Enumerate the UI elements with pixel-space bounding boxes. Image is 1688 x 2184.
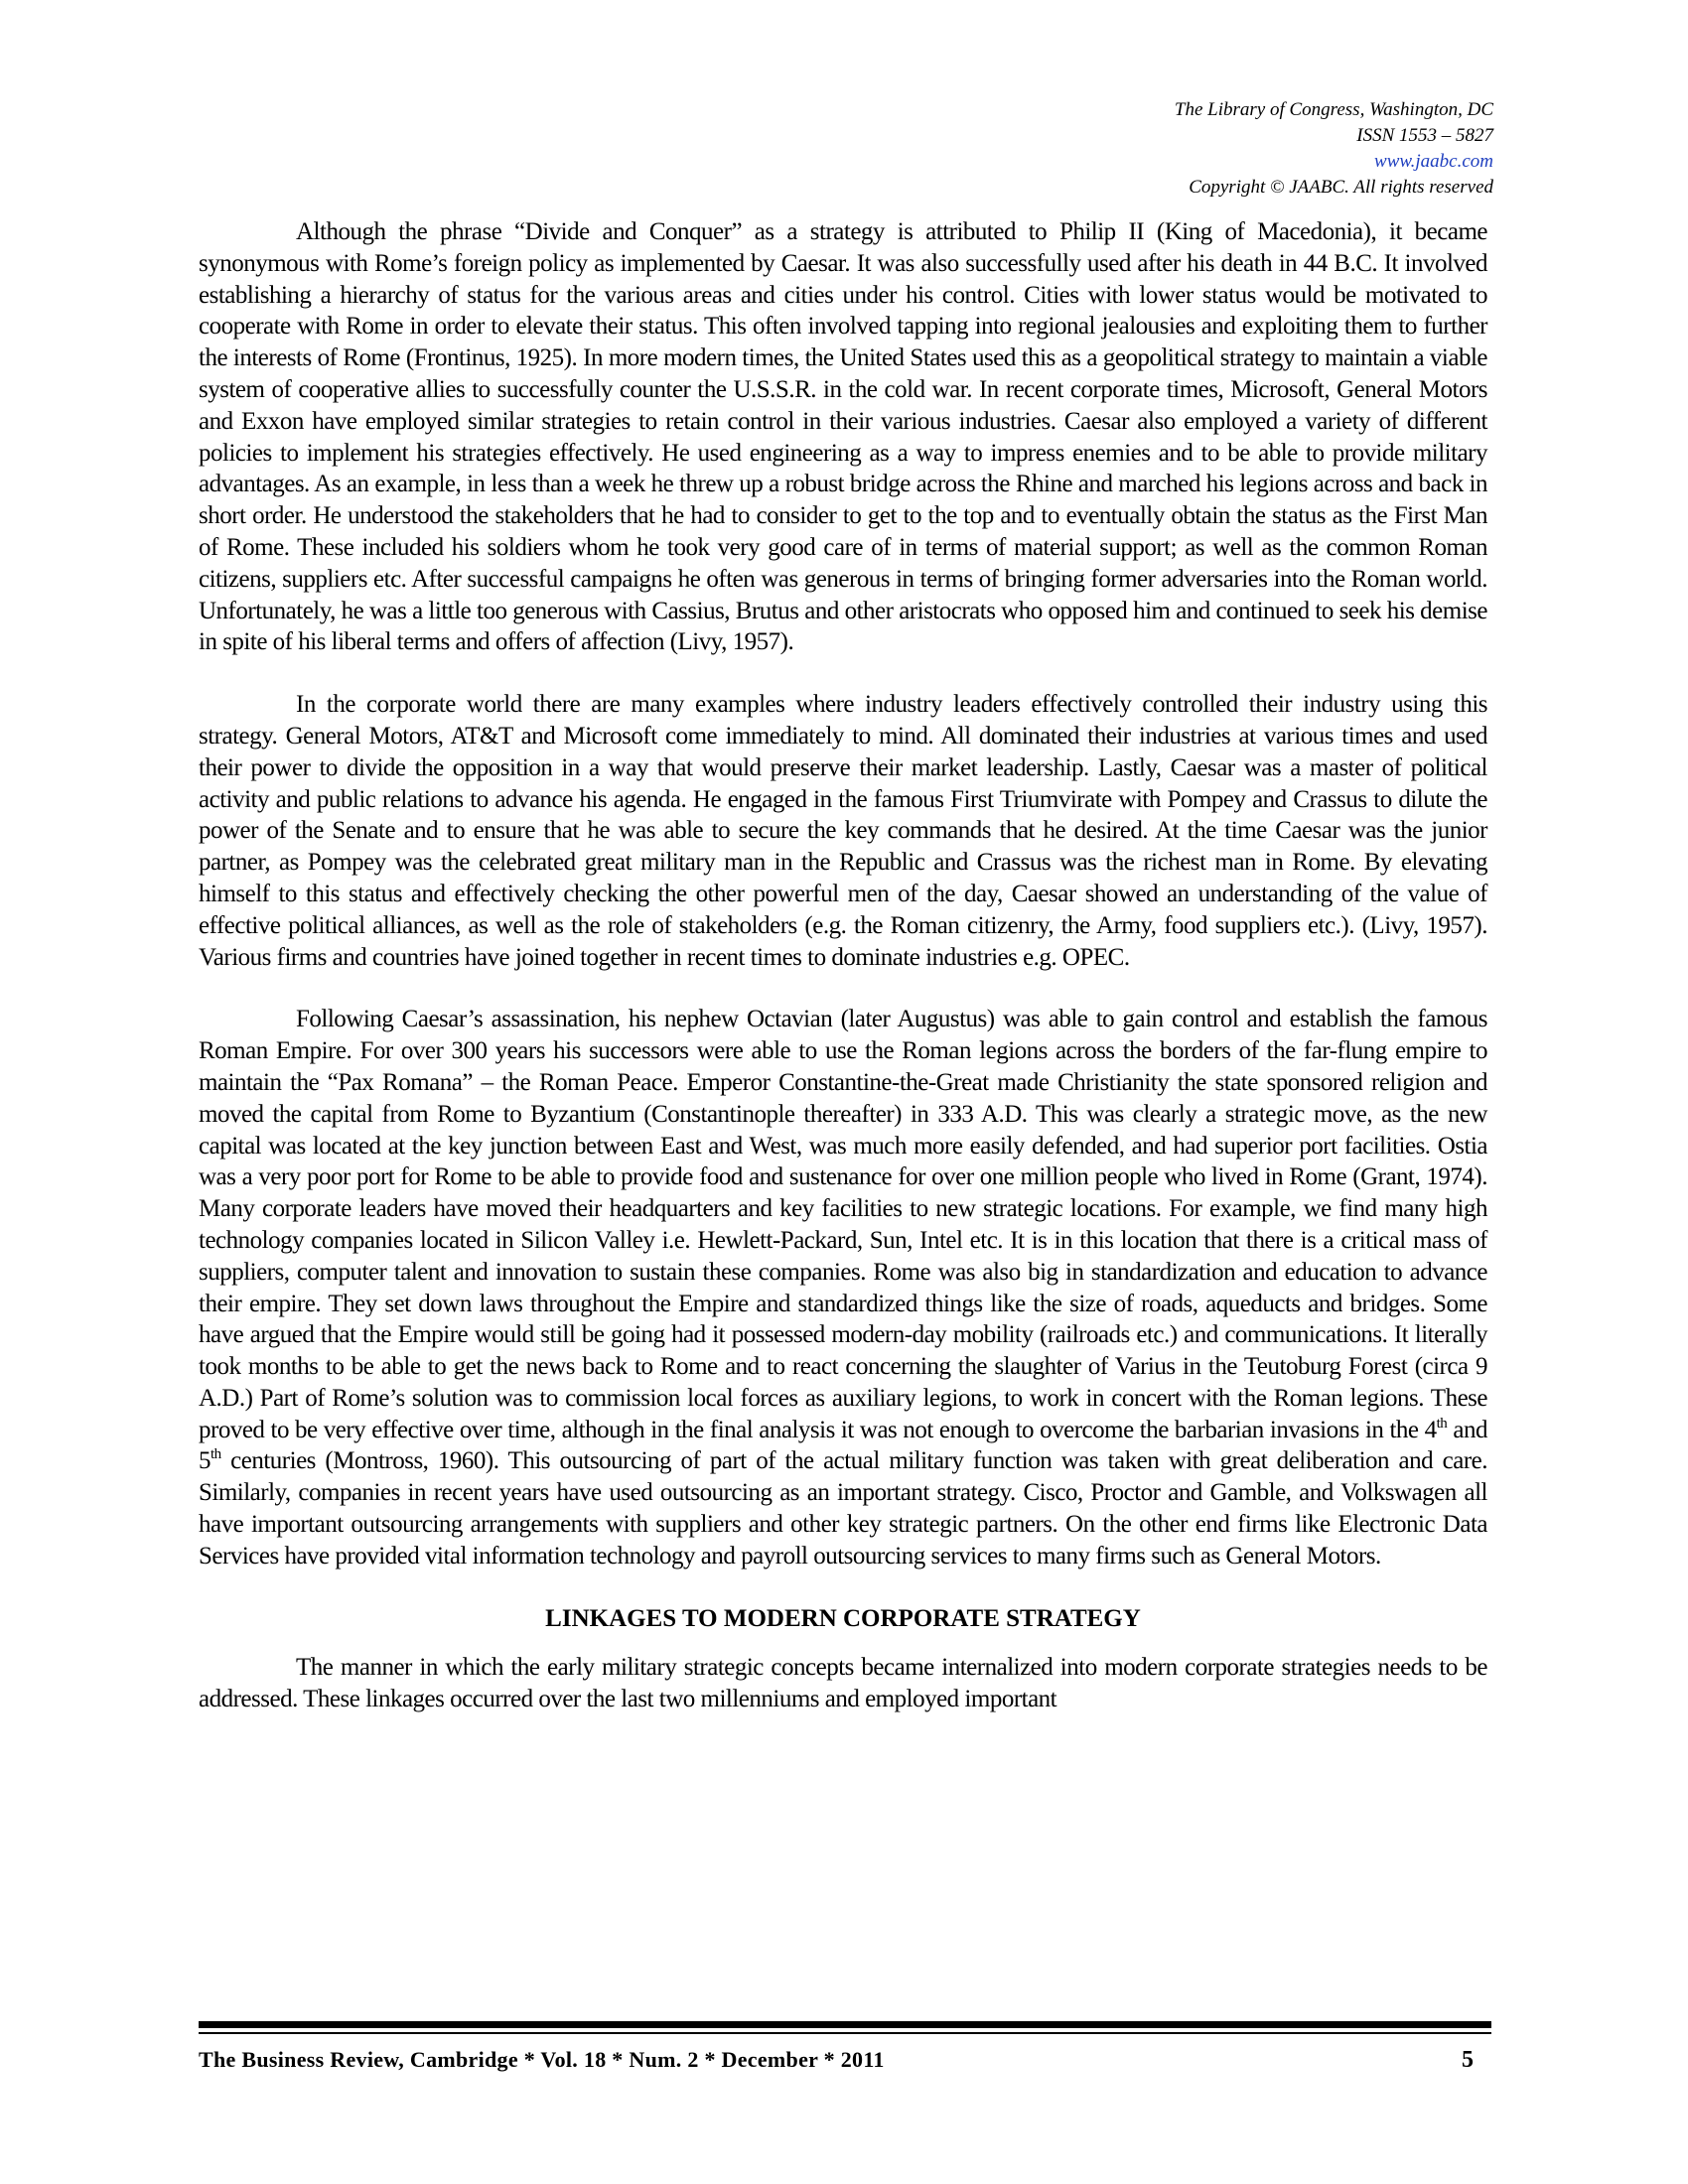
paragraph-linkages: The manner in which the early military strategic concepts became internalized into modern corporate strategies needs to be addressed. These linkages occurred over the last two millenniums and employed important — [199, 1654, 1487, 1713]
footer-journal-info: The Business Review, Cambridge * Vol. 18 * Num. 2 * December * 2011 — [199, 2047, 885, 2072]
paragraph-text-part: and 5 — [199, 1416, 1487, 1475]
footer-rule-thick — [199, 2021, 1491, 2028]
article-body — [199, 216, 1487, 1746]
paragraph-text-part: Following Caesar’s assassination, his nephew Octavian (later Augustus) was able to gain control and establish the famous Roman Empire. For over 300 years his successors were able to use the Roman legions across the borders of the far-flung empire to maintain the “Pax Romana” – the Roman Peace. Emperor Constantine-the-Great made Christianity the state sponsored religion and moved the capital from Rome to Byzantium (Constantinople thereafter) in 333 A.D. This was clearly a strategic move, as the new capital was located at the key junction between East and West, was much more easily defended, and had superior port facilities. Ostia was a very poor port for Rome to be able to provide food and sustenance for over one million people who lived in Rome (Grant, 1974). Many corporate leaders have moved their headquarters and key facilities to new strategic locations. For example, we find many high technology companies located in Silicon Valley i.e. Hewlett-Packard, Sun, Intel etc. It is in this location that there is a critical mass of suppliers, computer talent and innovation to sustain these companies. Rome was also big in standardization and education to advance their empire. They set down laws throughout the Empire and standardized things like the size of roads, aqueducts and bridges. Some have argued that the Empire would still be going had it possessed modern-day mobility (railroads etc.) and communications. It literally took months to be able to get the news back to Rome and to react concerning the slaughter of Varius in the Teutoburg Forest (circa 9 A.D.) Part of Rome’s solution was to commission local forces as auxiliary legions, to work in concert with the Roman legions. These proved to be very effective over time, although in the final analysis it was not enough to overcome the barbarian invasions in the 4 — [199, 1006, 1487, 1443]
page-number: 5 — [1462, 2047, 1474, 2073]
paragraph-corporate-world: In the corporate world there are many examples where industry leaders effectively controlled their industry using this strategy. General Motors, AT&T and Microsoft come immediately to mind. All dominated their industries at various times and used their power to divide the opposition in a way that would preserve their market leadership. Lastly, Caesar was a master of political activity and public relations to advance his agenda. He engaged in the famous First Triumvirate with Pompey and Crassus to dilute the power of the Senate and to ensure that he was able to secure the key commands that he desired. At the time Caesar was the junior partner, as Pompey was the celebrated great military man in the Republic and Crassus was the richest man in Rome. By elevating himself to this status and effectively checking the other powerful men of the day, Caesar showed an understanding of the value of effective political alliances, as well as the role of stakeholders (e.g. the Roman citizenry, the Army, food suppliers etc.). (Livy, 1957). Various firms and countries have joined together in recent times to dominate industries e.g. OPEC. — [199, 691, 1487, 971]
header-issn: ISSN 1553 – 5827 — [1356, 125, 1493, 146]
section-heading: LINKAGES TO MODERN CORPORATE STRATEGY — [545, 1604, 1141, 1632]
header-library: The Library of Congress, Washington, DC — [1174, 99, 1493, 120]
header-website-link[interactable]: www.jaabc.com — [1374, 151, 1493, 172]
superscript: th — [1436, 1415, 1448, 1432]
footer-rule-thin — [199, 2032, 1491, 2034]
journal-header — [1175, 97, 1493, 201]
header-copyright: Copyright © JAABC. All rights reserved — [1189, 177, 1493, 198]
paragraph-caesar-assassination — [199, 1004, 1487, 1571]
paragraph-text-part: centuries (Montross, 1960). This outsourcing of part of the actual military function was taken with great deliberation and care. Similarly, companies in recent years have used outsourcing as an important strategy. Cisco, Proctor and Gamble, and Volkswagen all have important outsourcing arrangements with suppliers and other key strategic partners. On the other end firms like Electronic Data Services have provided vital information technology and payroll outsourcing services to many firms such as General Motors. — [199, 1447, 1487, 1570]
superscript: th — [211, 1446, 221, 1463]
paragraph-divide-and-conquer: Although the phrase “Divide and Conquer” as a strategy is attributed to Philip II (King of Macedonia), it became synonymous with Rome’s foreign policy as implemented by Caesar. It was also successfully used after his death in 44 B.C. It involved establishing a hierarchy of status for the various areas and cities under his control. Cities with lower status would be motivated to cooperate with Rome in order to elevate their status. This often involved tapping into regional jealousies and exploiting them to further the interests of Rome (Frontinus, 1925). In more modern times, the United States used this as a geopolitical strategy to maintain a viable system of cooperative allies to successfully counter the U.S.S.R. in the cold war. In recent corporate times, Microsoft, General Motors and Exxon have employed similar strategies to retain control in their various industries. Caesar also employed a variety of different policies to implement his strategies effectively. He used engineering as a way to impress enemies and to be able to provide military advantages. As an example, in less than a week he threw up a robust bridge across the Rhine and marched his legions across and back in short order. He understood the stakeholders that he had to consider to get to the top and to eventually obtain the status as the First Man of Rome. These included his soldiers whom he took very good care of in terms of material support; as well as the common Roman citizens, suppliers etc. After successful campaigns he often was generous in terms of bringing former adversaries into the Roman world. Unfortunately, he was a little too generous with Cassius, Brutus and other aristocrats who opposed him and continued to seek his demise in spite of his liberal terms and offers of affection (Livy, 1957). — [199, 218, 1487, 656]
